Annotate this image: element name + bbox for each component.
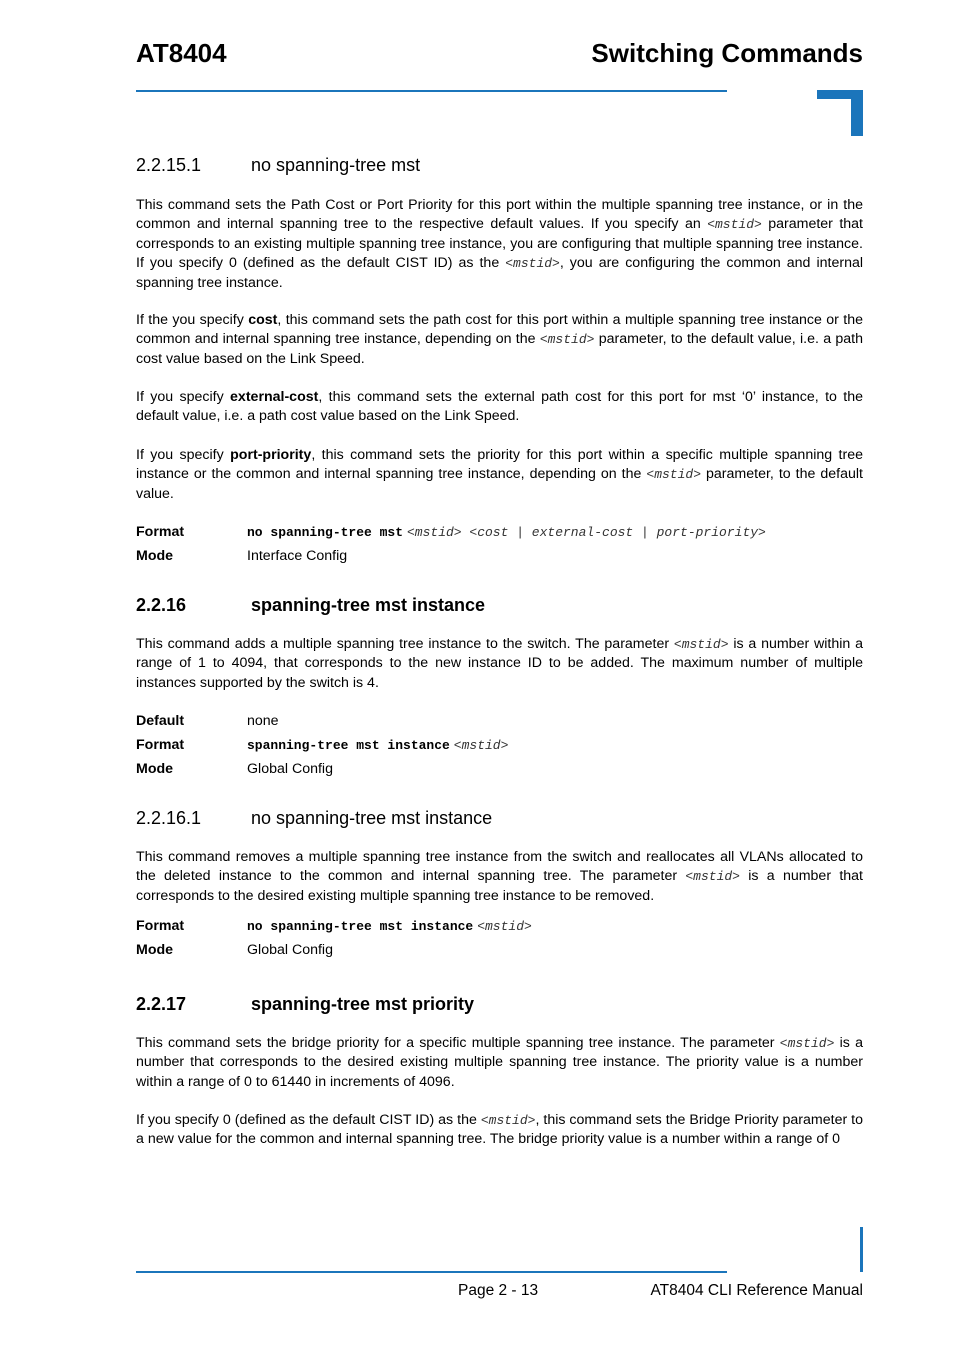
paragraph: This command sets the Path Cost or Port Priority for this port within the multiple spanning tree instance, or in the common and internal spanning tree to the respective default values. If you specify an <mstid> parameter that corresponds to an existing multiple spanning tree instance, you are configuring that multiple spanning tree instance. If you specify 0 (defined as the default CIST ID) as the <mstid>, you are configuring the common and internal spanning tree instance. bbox=[136, 197, 863, 291]
mode-label: Mode bbox=[136, 548, 174, 564]
mode-value: Global Config bbox=[247, 761, 333, 777]
header-corner-mark-vertical bbox=[851, 90, 863, 136]
paragraph: If you specify external-cost, this command sets the external path cost for this port for mst ‘0’ instance, to the default value, i.e. a path cost value based on the Link Speed. bbox=[136, 389, 863, 425]
command-syntax: no spanning-tree mst bbox=[247, 525, 404, 540]
header-chapter-title: Switching Commands bbox=[591, 38, 863, 68]
default-label: Default bbox=[136, 713, 185, 729]
paragraph: This command removes a multiple spanning tree instance from the switch and reallocates all VLANs allocated to the deleted instance to the common and internal spanning tree. The parameter <mstid> is a number that corresponds to the desired existing multiple spanning tree instance to be removed. bbox=[136, 849, 863, 904]
keyword-port-priority: port-priority bbox=[230, 447, 312, 463]
default-value: none bbox=[247, 713, 279, 729]
format-row bbox=[136, 917, 532, 936]
section-title: spanning-tree mst instance bbox=[251, 595, 486, 615]
section-number: 2.2.16 bbox=[136, 595, 187, 615]
format-label: Format bbox=[136, 737, 185, 753]
format-row bbox=[136, 523, 766, 542]
command-arguments: <mstid> <cost | external-cost | port-priority> bbox=[406, 525, 766, 540]
param-mstid: <mstid> bbox=[480, 1113, 536, 1128]
param-mstid: <mstid> bbox=[685, 869, 740, 885]
format-label: Format bbox=[136, 524, 185, 540]
command-arguments: <mstid> bbox=[453, 738, 509, 753]
section-title: no spanning-tree mst bbox=[251, 155, 421, 175]
page-number: Page 2 - 13 bbox=[458, 1282, 539, 1299]
section-number: 2.2.15.1 bbox=[136, 155, 202, 175]
command-syntax: spanning-tree mst instance bbox=[247, 738, 450, 753]
param-mstid: <mstid> bbox=[707, 217, 762, 233]
paragraph: If the you specify cost, this command sets the path cost for this port within a multiple spanning tree instance or the common and internal spanning tree instance, depending on the <mstid> parameter, to the default value, i.e. a path cost value based on the Link Speed. bbox=[136, 312, 864, 367]
header-rule bbox=[136, 90, 727, 92]
section-number: 2.2.16.1 bbox=[136, 808, 202, 828]
paragraph: This command sets the bridge priority for a specific multiple spanning tree instance. The parameter <mstid> is a number that corresponds to the desired existing multiple spanning tree instance. The priority value is a number within a range of 0 to 61440 in increments of 4096. bbox=[136, 1035, 863, 1090]
param-mstid: <mstid> bbox=[779, 1036, 835, 1051]
mode-value: Global Config bbox=[247, 942, 333, 958]
param-mstid: <mstid> bbox=[505, 256, 560, 272]
section-heading-no-spanning-tree-mst-instance bbox=[136, 807, 492, 829]
paragraph: If you specify 0 (defined as the default CIST ID) as the <mstid>, this command sets the Bridge Priority parameter to a new value for the common and internal spanning tree. The bridge priority value is a number within a range of 0 bbox=[136, 1112, 864, 1148]
paragraph: If you specify port-priority, this command sets the priority for this port within a specific multiple spanning tree instance or the common and internal spanning tree instance, depending on the <mstid> parameter, to the default value. bbox=[136, 447, 863, 502]
default-row bbox=[136, 712, 279, 730]
mode-label: Mode bbox=[136, 761, 174, 777]
mode-row bbox=[136, 760, 333, 778]
param-mstid: <mstid> bbox=[646, 467, 702, 483]
section-heading-spanning-tree-mst-instance bbox=[136, 594, 485, 616]
section-heading-no-spanning-tree-mst bbox=[136, 154, 420, 176]
section-heading-spanning-tree-mst-priority bbox=[136, 993, 474, 1015]
command-arguments: <mstid> bbox=[477, 919, 532, 934]
footer-rule bbox=[136, 1271, 727, 1273]
param-mstid: <mstid> bbox=[539, 332, 595, 348]
format-row bbox=[136, 736, 508, 755]
format-label: Format bbox=[136, 918, 185, 934]
mode-row bbox=[136, 547, 347, 565]
section-title: no spanning-tree mst instance bbox=[251, 808, 493, 828]
keyword-cost: cost bbox=[248, 312, 278, 328]
header-product: AT8404 bbox=[136, 38, 227, 68]
manual-title: AT8404 CLI Reference Manual bbox=[650, 1282, 863, 1299]
section-title: spanning-tree mst priority bbox=[251, 994, 475, 1014]
mode-value: Interface Config bbox=[247, 548, 348, 564]
mode-row bbox=[136, 941, 333, 959]
keyword-external-cost: external-cost bbox=[230, 389, 319, 405]
param-mstid: <mstid> bbox=[673, 637, 729, 652]
paragraph: This command adds a multiple spanning tree instance to the switch. The parameter <mstid> is a number within a range of 1 to 4094, that corresponds to the new instance ID to be added. The maximum number of multiple instances supported by the switch is 4. bbox=[136, 636, 863, 691]
command-syntax: no spanning-tree mst instance bbox=[247, 919, 474, 934]
footer-corner-mark bbox=[860, 1227, 863, 1272]
section-number: 2.2.17 bbox=[136, 994, 187, 1014]
mode-label: Mode bbox=[136, 942, 174, 958]
